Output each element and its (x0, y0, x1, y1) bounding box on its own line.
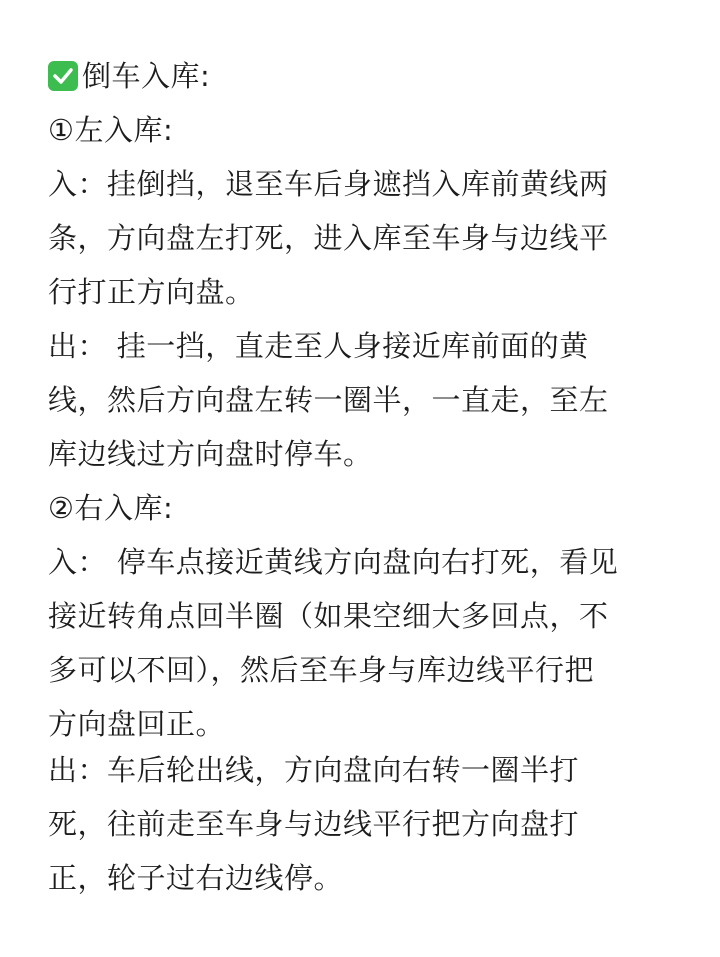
page-title-line (48, 49, 210, 103)
right-exit-line-1: 出：车后轮出线，方向盘向右转一圈半打 (48, 753, 580, 787)
left-enter-line-3: 行打正方向盘。 (48, 275, 255, 309)
check-mark-box-icon (48, 61, 78, 91)
right-enter-line-1: 入： 停车点接近黄线方向盘向右打死，看见 (48, 545, 619, 579)
left-exit-line-2: 线，然后方向盘左转一圈半，一直走，至左 (48, 383, 609, 417)
left-enter-line-1: 入：挂倒挡，退至车后身遮挡入库前黄线两 (48, 167, 609, 201)
right-exit-line-2: 死，往前走至车身与边线平行把方向盘打 (48, 807, 580, 841)
right-enter-line-2: 接近转角点回半圈（如果空细大多回点，不 (48, 599, 609, 633)
right-enter-line-4: 方向盘回正。 (48, 707, 226, 741)
left-exit-line-3: 库边线过方向盘时停车。 (48, 437, 373, 471)
page-title: 倒车入库: (82, 59, 211, 93)
left-enter-line-2: 条，方向盘左打死，进入库至车身与边线平 (48, 221, 609, 255)
right-enter-line-3: 多可以不回），然后至车身与库边线平行把 (48, 653, 595, 687)
left-exit-line-1: 出： 挂一挡，直走至人身接近库前面的黄 (48, 329, 589, 363)
right-exit-line-3: 正，轮子过右边线停。 (48, 861, 344, 895)
right-parking-heading: ②右入库: (48, 491, 174, 525)
left-parking-heading: ①左入库: (48, 113, 174, 147)
